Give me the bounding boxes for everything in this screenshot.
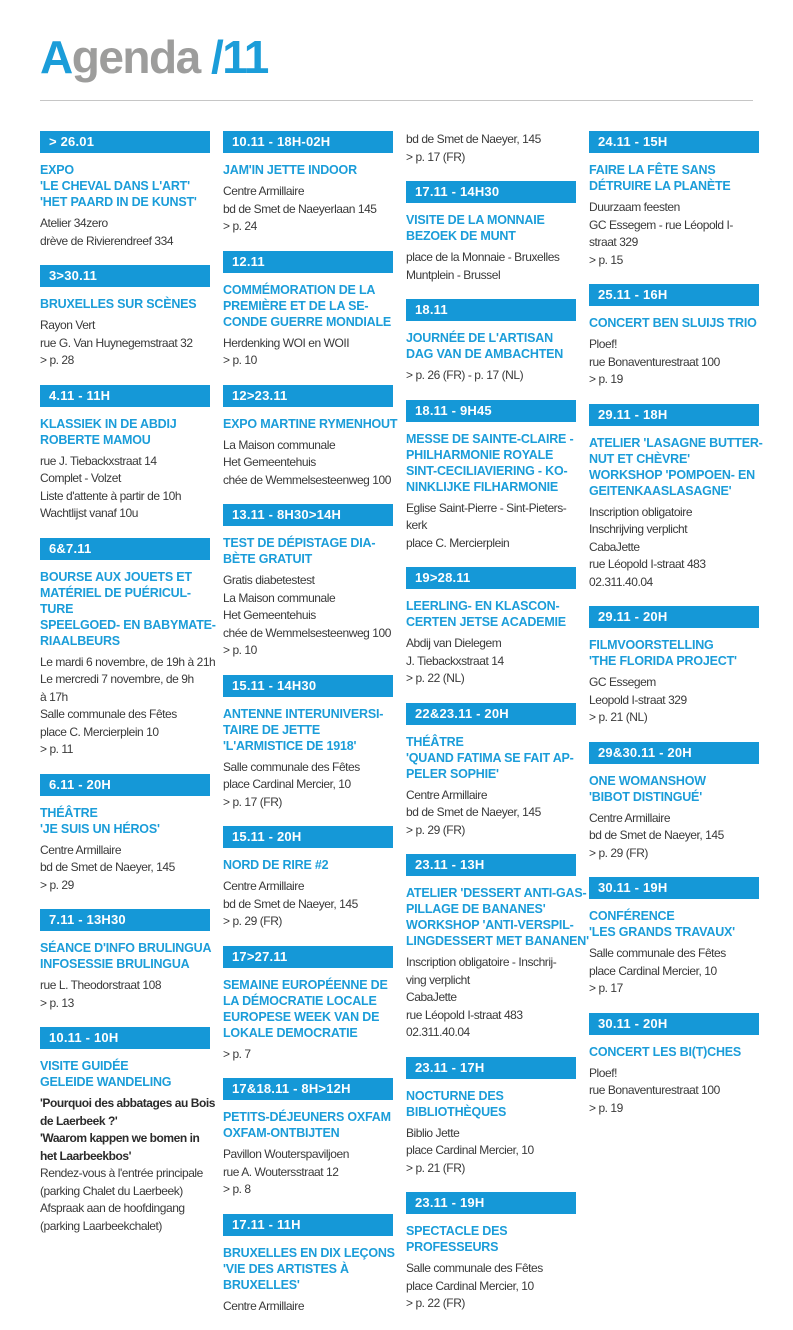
event-title-line: MATÉRIEL DE PUÉRICUL-	[40, 585, 191, 600]
event-detail-line: GC Essegem - rue Léopold I-	[589, 217, 733, 232]
event-detail-line: La Maison communale	[223, 437, 336, 452]
agenda-column-2	[223, 131, 398, 1330]
event-detail-line: Ploef!	[589, 1065, 617, 1080]
event-title-line: WORKSHOP 'ANTI-VERSPIL-	[406, 918, 574, 932]
event-entry	[223, 826, 393, 931]
event-detail-line: Eglise Saint-Pierre - Sint-Pieters-	[406, 500, 567, 515]
event-date-badge: 10.11 - 18H-02H	[223, 131, 393, 153]
event-title	[406, 1223, 576, 1255]
event-title-line: SINT-CECILIAVIERING - KO-	[406, 463, 568, 478]
event-date-badge: 7.11 - 13H30	[40, 909, 210, 931]
event-title-line: CERTEN JETSE ACADEMIE	[406, 615, 566, 629]
event-entry	[589, 131, 759, 269]
event-title	[406, 330, 576, 362]
event-title	[589, 637, 759, 669]
event-detail-line: rue Bonaventurestraat 100	[589, 1083, 720, 1097]
event-title-line: CONDE GUERRE MONDIALE	[223, 314, 392, 329]
event-date-badge: 29.11 - 18H	[589, 404, 759, 426]
event-detail-line: Salle communale des Fêtes	[589, 946, 726, 960]
event-entry	[406, 1057, 576, 1178]
event-title-line: TEST DE DÉPISTAGE DIA-	[223, 536, 376, 550]
event-entry	[406, 299, 576, 385]
event-title-line: 'HET PAARD IN DE KUNST'	[40, 195, 197, 209]
event-detail-line: Inscription obligatoire - Inschrij-	[406, 955, 557, 969]
event-title-line: PROFESSEURS	[406, 1240, 499, 1254]
event-title	[406, 885, 589, 949]
event-detail-line: bd de Smet de Naeyer, 145	[406, 132, 541, 146]
event-detail-line: > p. 15	[589, 252, 623, 267]
event-title	[223, 706, 393, 754]
event-title-line: NORD DE RIRE #2	[223, 858, 329, 872]
event-title	[223, 535, 393, 567]
event-detail-line: Le mercredi 7 novembre, de 9h	[40, 672, 194, 686]
event-title-line: FAIRE LA FÊTE SANS	[589, 163, 716, 177]
event-date-badge: 24.11 - 15H	[589, 131, 759, 153]
event-detail-line: bd de Smet de Naeyer, 145	[223, 896, 358, 911]
event-entry	[40, 265, 210, 370]
event-date-badge: 29&30.11 - 20H	[589, 742, 759, 764]
event-title-line: EUROPESE WEEK VAN DE	[223, 1009, 380, 1024]
event-detail-line: CabaJette	[589, 539, 640, 554]
event-detail-line: Salle communale des Fêtes	[223, 759, 360, 774]
event-entry	[589, 404, 763, 592]
event-title-line: CONFÉRENCE	[589, 909, 675, 923]
event-entry	[223, 675, 393, 812]
event-detail-line: het Laarbeekbos'	[40, 1148, 132, 1163]
event-title-line: LA DÉMOCRATIE LOCALE	[223, 993, 377, 1008]
event-date-badge: 25.11 - 16H	[589, 284, 759, 306]
event-date-badge: 17&18.11 - 8H>12H	[223, 1078, 393, 1100]
event-title-line: GEITENKAASLASAGNE'	[589, 483, 732, 498]
event-entry	[406, 854, 589, 1042]
event-entry	[40, 1027, 215, 1235]
event-title-line: NUT ET CHÈVRE'	[589, 451, 690, 466]
event-date-badge: 15.11 - 14H30	[223, 675, 393, 697]
event-detail-line: Salle communale des Fêtes	[406, 1261, 543, 1275]
event-detail-line: place C. Mercierplein	[406, 535, 510, 550]
event-detail-line: rue J. Tiebackxstraat 14	[40, 453, 157, 468]
event-detail-line: place de la Monnaie - Bruxelles	[406, 250, 560, 264]
event-title-line: PREMIÈRE ET DE LA SE-	[223, 298, 369, 313]
event-entry	[40, 131, 210, 250]
event-title-line: BRUXELLES'	[223, 1277, 300, 1292]
event-title-line: THÉÂTRE	[406, 734, 464, 749]
event-date-badge: 30.11 - 19H	[589, 877, 759, 899]
event-title	[40, 805, 210, 837]
event-detail-line: Muntplein - Brussel	[406, 267, 501, 282]
event-entry	[406, 400, 576, 553]
event-date-badge: 22&23.11 - 20H	[406, 703, 576, 725]
event-entry	[223, 251, 393, 370]
event-title	[406, 431, 576, 495]
event-entry	[223, 504, 393, 660]
event-entry	[589, 877, 759, 998]
event-title-line: BOURSE AUX JOUETS ET	[40, 569, 192, 584]
event-date-badge: 23.11 - 13H	[406, 854, 576, 876]
event-detail-line: Salle communale des Fêtes	[40, 707, 177, 721]
event-entry	[223, 131, 393, 236]
page-title-word: genda	[71, 31, 211, 83]
event-detail-line: chée de Wemmelsesteenweg 100	[223, 472, 391, 487]
event-date-badge: > 26.01	[40, 131, 210, 153]
event-detail-line: > p. 29 (FR)	[223, 914, 282, 928]
event-date-badge: 6.11 - 20H	[40, 774, 210, 796]
event-entry	[589, 1013, 759, 1118]
event-detail-line: > p. 19	[589, 372, 623, 386]
event-title-line: TURE	[40, 601, 74, 616]
event-date-badge: 18.11 - 9H45	[406, 400, 576, 422]
event-detail-line: > p. 22 (FR)	[406, 1296, 465, 1310]
event-detail-line: Complet - Volzet	[40, 471, 121, 485]
event-detail-line: 'Waarom kappen we bomen in	[40, 1131, 200, 1145]
event-title-line: BIBLIOTHÈQUES	[406, 1104, 507, 1119]
event-detail-line: Centre Armillaire	[223, 184, 305, 198]
event-title-line: EXPO	[40, 163, 74, 177]
event-detail-line: Duurzaam feesten	[589, 200, 680, 214]
event-date-badge: 19>28.11	[406, 567, 576, 589]
event-date-badge: 23.11 - 17H	[406, 1057, 576, 1079]
event-title-line: BEZOEK DE MUNT	[406, 229, 516, 243]
event-title	[406, 734, 576, 782]
event-title-line: ANTENNE INTERUNIVERSI-	[223, 706, 384, 721]
event-title-line: 'VIE DES ARTISTES À	[223, 1261, 349, 1276]
event-detail-line: > p. 17 (FR)	[223, 794, 282, 809]
event-detail-line: GC Essegem	[589, 675, 656, 689]
event-detail-line: Leopold I-straat 329	[589, 692, 687, 707]
event-entry	[406, 131, 576, 166]
event-title	[589, 1044, 759, 1060]
event-date-badge: 6&7.11	[40, 538, 210, 560]
event-title	[406, 1088, 576, 1120]
event-title-line: MESSE DE SAINTE-CLAIRE -	[406, 431, 574, 446]
event-detail-line: > p. 21 (FR)	[406, 1160, 465, 1175]
event-title-line: 'QUAND FATIMA SE FAIT AP-	[406, 750, 574, 765]
event-title-line: 'THE FLORIDA PROJECT'	[589, 654, 737, 668]
event-title	[589, 435, 763, 499]
event-detail-line: > p. 29	[40, 877, 74, 892]
event-entry	[406, 1192, 576, 1313]
event-title-line: 'LE CHEVAL DANS L'ART'	[40, 179, 190, 193]
event-detail-line: > p. 26 (FR) - p. 17 (NL)	[406, 368, 524, 382]
event-title-line: COMMÉMORATION DE LA	[223, 282, 376, 297]
event-title-line: PILLAGE DE BANANES'	[406, 902, 546, 916]
event-title	[40, 296, 210, 312]
event-date-badge: 10.11 - 10H	[40, 1027, 210, 1049]
event-title-line: EXPO MARTINE RYMENHOUT	[223, 416, 398, 431]
event-detail-line: rue L. Theodorstraat 108	[40, 978, 162, 992]
event-title-line: PHILHARMONIE ROYALE	[406, 447, 554, 462]
event-title	[406, 598, 576, 630]
event-title-line: OXFAM-ONTBIJTEN	[223, 1126, 340, 1140]
event-title	[40, 569, 216, 649]
event-title-line: LINGDESSERT MET BANANEN'	[406, 934, 589, 948]
event-detail-line: Atelier 34zero	[40, 216, 108, 230]
event-detail-line: > p. 10	[223, 353, 257, 367]
event-title	[589, 162, 759, 194]
event-title-line: CONCERT BEN SLUIJS TRIO	[589, 316, 757, 330]
event-title	[589, 315, 759, 331]
page-title-issue-number: /11	[210, 31, 268, 83]
event-title-line: PETITS-DÉJEUNERS OXFAM	[223, 1110, 391, 1124]
event-entry	[589, 284, 759, 389]
event-detail-line: Centre Armillaire	[589, 810, 671, 825]
event-detail-line: Inschrijving verplicht	[589, 522, 688, 536]
event-detail-line: Ploef!	[589, 337, 617, 351]
event-title-line: TAIRE DE JETTE	[223, 722, 320, 737]
event-title-line: LOKALE DEMOCRATIE	[223, 1025, 358, 1040]
event-title-line: LEERLING- EN KLASCON-	[406, 599, 560, 613]
agenda-columns	[40, 131, 761, 1330]
event-detail-line: > p. 7	[223, 1046, 251, 1061]
event-detail-line: Centre Armillaire	[223, 1298, 305, 1313]
event-date-badge: 15.11 - 20H	[223, 826, 393, 848]
event-title-line: NINKLIJKE FILHARMONIE	[406, 479, 559, 494]
event-detail-line: Het Gemeentehuis	[223, 455, 316, 469]
event-title-line: BRUXELLES EN DIX LEÇONS	[223, 1245, 395, 1260]
event-detail-line: drève de Rivierendreef 334	[40, 233, 174, 248]
event-detail-line: (parking Chalet du Laerbeek)	[40, 1183, 183, 1198]
page-title-initial: A	[40, 31, 72, 83]
event-detail-line: > p. 17	[589, 981, 623, 995]
agenda-column-3	[406, 131, 589, 1330]
event-title-line: INFOSESSIE BRULINGUA	[40, 957, 190, 971]
event-title-line: 'JE SUIS UN HÉROS'	[40, 821, 160, 836]
event-title-line: RIAALBEURS	[40, 633, 120, 648]
event-detail-line: chée de Wemmelsesteenweg 100	[223, 625, 391, 640]
event-title	[223, 416, 398, 432]
event-date-badge: 4.11 - 11H	[40, 385, 210, 407]
event-title	[589, 773, 759, 805]
event-detail-line: Abdij van Dielegem	[406, 636, 502, 650]
event-detail-line: straat 329	[589, 235, 638, 249]
event-entry	[40, 909, 210, 1012]
event-title-line: ROBERTE MAMOU	[40, 432, 151, 447]
event-detail-line: place C. Mercierplein 10	[40, 724, 159, 739]
event-title-line: THÉÂTRE	[40, 805, 98, 820]
event-detail-line: place Cardinal Mercier, 10	[589, 963, 717, 978]
event-title-line: CONCERT LES BI(T)CHES	[589, 1044, 742, 1059]
event-detail-line: de Laerbeek ?'	[40, 1113, 118, 1128]
event-date-badge: 30.11 - 20H	[589, 1013, 759, 1035]
event-title-line: 'L'ARMISTICE DE 1918'	[223, 738, 357, 753]
event-detail-line: rue Bonaventurestraat 100	[589, 354, 720, 369]
page-title	[40, 31, 268, 83]
event-date-badge: 17.11 - 14H30	[406, 181, 576, 203]
event-detail-line: Afspraak aan de hoofdingang	[40, 1201, 185, 1215]
event-entry	[223, 946, 393, 1064]
event-detail-line: Centre Armillaire	[406, 787, 488, 802]
event-detail-line: > p. 21 (NL)	[589, 710, 648, 724]
event-detail-line: > p. 28	[40, 353, 74, 367]
event-title	[223, 1245, 393, 1293]
event-detail-line: à 17h	[40, 689, 68, 704]
event-detail-line: > p. 29 (FR)	[589, 845, 648, 860]
event-title	[40, 416, 210, 448]
event-detail-line: > p. 8	[223, 1182, 251, 1196]
event-detail-line: J. Tiebackxstraat 14	[406, 653, 504, 668]
event-title-line: PELER SOPHIE'	[406, 766, 499, 781]
event-date-badge: 12.11	[223, 251, 393, 273]
event-detail-line: Herdenking WOI en WOII	[223, 335, 350, 350]
event-detail-line: bd de Smet de Naeyer, 145	[589, 828, 724, 842]
event-title-line: ATELIER 'LASAGNE BUTTER-	[589, 435, 763, 450]
agenda-column-4	[589, 131, 763, 1330]
event-title-line: WORKSHOP 'POMPOEN- EN	[589, 467, 755, 482]
event-title-line: SPEELGOED- EN BABYMATE-	[40, 617, 216, 632]
event-date-badge: 29.11 - 20H	[589, 606, 759, 628]
event-detail-line: bd de Smet de Naeyer, 145	[406, 805, 541, 819]
event-detail-line: Liste d'attente à partir de 10h	[40, 488, 182, 503]
event-detail-line: kerk	[406, 518, 427, 532]
event-detail-line: ving verplicht	[406, 972, 470, 987]
event-detail-line: Inscription obligatoire	[589, 504, 693, 519]
event-detail-line: 02.311.40.04	[589, 574, 653, 589]
event-detail-line: > p. 17 (FR)	[406, 149, 465, 164]
event-detail-line: Het Gemeentehuis	[223, 608, 316, 622]
event-detail-line: CabaJette	[406, 990, 457, 1004]
event-title-line: BRUXELLES SUR SCÈNES	[40, 297, 197, 311]
event-title-line: KLASSIEK IN DE ABDIJ	[40, 416, 177, 431]
event-detail-line: bd de Smet de Naeyerlaan 145	[223, 201, 377, 216]
event-detail-line: > p. 11	[40, 742, 73, 756]
event-detail-line: La Maison communale	[223, 590, 336, 605]
agenda-column-1	[40, 131, 216, 1330]
event-entry	[40, 385, 210, 523]
event-detail-line: place Cardinal Mercier, 10	[406, 1143, 534, 1157]
event-title-line: GELEIDE WANDELING	[40, 1075, 172, 1089]
event-title-line: VISITE DE LA MONNAIE	[406, 213, 545, 227]
event-title-line: SPECTACLE DES	[406, 1224, 508, 1238]
event-detail-line: > p. 13	[40, 995, 74, 1010]
event-detail-line: rue G. Van Huynegemstraat 32	[40, 335, 193, 350]
event-title-line: ONE WOMANSHOW	[589, 773, 706, 788]
event-title	[223, 977, 393, 1041]
event-detail-line: rue A. Woutersstraat 12	[223, 1164, 339, 1179]
event-date-badge: 17>27.11	[223, 946, 393, 968]
event-date-badge: 3>30.11	[40, 265, 210, 287]
event-detail-line: (parking Laarbeekchalet)	[40, 1218, 162, 1233]
event-title-line: BÈTE GRATUIT	[223, 552, 313, 566]
event-date-badge: 12>23.11	[223, 385, 393, 407]
event-detail-line: Rayon Vert	[40, 318, 95, 332]
event-detail-line: > p. 22 (NL)	[406, 671, 465, 685]
event-title-line: VISITE GUIDÉE	[40, 1059, 129, 1073]
event-title-line: SÉANCE D'INFO BRULINGUA	[40, 941, 212, 955]
event-date-badge: 18.11	[406, 299, 576, 321]
event-title	[223, 857, 393, 873]
event-entry	[223, 1214, 393, 1316]
event-entry	[406, 181, 576, 284]
event-entry	[589, 742, 759, 863]
event-title	[40, 1058, 210, 1090]
event-title-line: SEMAINE EUROPÉENNE DE	[223, 977, 388, 992]
event-detail-line: 02.311.40.04	[406, 1025, 470, 1039]
event-title-line: NOCTURNE DES	[406, 1088, 504, 1103]
event-date-badge: 23.11 - 19H	[406, 1192, 576, 1214]
event-detail-line: place Cardinal Mercier, 10	[406, 1278, 534, 1293]
event-date-badge: 13.11 - 8H30>14H	[223, 504, 393, 526]
event-title	[40, 162, 210, 210]
event-title	[223, 162, 393, 178]
event-detail-line: Centre Armillaire	[223, 879, 305, 893]
event-detail-line: Biblio Jette	[406, 1125, 460, 1140]
event-entry	[223, 385, 398, 490]
event-detail-line: > p. 24	[223, 219, 257, 233]
event-title-line: 'BIBOT DISTINGUÉ'	[589, 789, 702, 804]
event-title	[223, 282, 393, 330]
event-title	[223, 1109, 393, 1141]
event-detail-line: rue Léopold I-straat 483	[589, 557, 706, 571]
event-entry	[406, 703, 576, 840]
event-entry	[589, 606, 759, 727]
event-detail-line: Gratis diabetestest	[223, 573, 315, 587]
event-detail-line: > p. 10	[223, 643, 257, 657]
event-title	[40, 940, 210, 972]
header-divider	[40, 100, 753, 101]
event-detail-line: place Cardinal Mercier, 10	[223, 777, 351, 791]
event-title	[589, 908, 759, 940]
event-entry	[223, 1078, 393, 1199]
event-title-line: JAM'IN JETTE INDOOR	[223, 163, 357, 177]
event-detail-line: > p. 29 (FR)	[406, 822, 465, 837]
event-detail-line: Rendez-vous à l'entrée principale	[40, 1166, 203, 1180]
event-title-line: DAG VAN DE AMBACHTEN	[406, 347, 564, 361]
event-detail-line: Wachtlijst vanaf 10u	[40, 506, 138, 520]
event-entry	[406, 567, 576, 688]
event-detail-line: bd de Smet de Naeyer, 145	[40, 860, 175, 874]
event-title-line: FILMVOORSTELLING	[589, 638, 714, 652]
event-detail-line: Centre Armillaire	[40, 842, 122, 857]
event-entry	[40, 774, 210, 895]
event-title-line: 'LES GRANDS TRAVAUX'	[589, 925, 735, 939]
event-date-badge: 17.11 - 11H	[223, 1214, 393, 1236]
event-detail-line: rue Léopold I-straat 483	[406, 1007, 523, 1022]
event-title-line: DÉTRUIRE LA PLANÈTE	[589, 179, 731, 193]
event-detail-line: > p. 19	[589, 1100, 623, 1115]
event-detail-line: Le mardi 6 novembre, de 19h à 21h	[40, 654, 216, 669]
event-detail-line: 'Pourquoi des abbatages au Bois	[40, 1096, 215, 1110]
event-detail-line: Pavillon Wouterspaviljoen	[223, 1147, 349, 1161]
event-entry	[40, 538, 216, 759]
event-title	[406, 212, 576, 244]
event-title-line: JOURNÉE DE L'ARTISAN	[406, 331, 553, 345]
event-title-line: ATELIER 'DESSERT ANTI-GAS-	[406, 886, 587, 900]
